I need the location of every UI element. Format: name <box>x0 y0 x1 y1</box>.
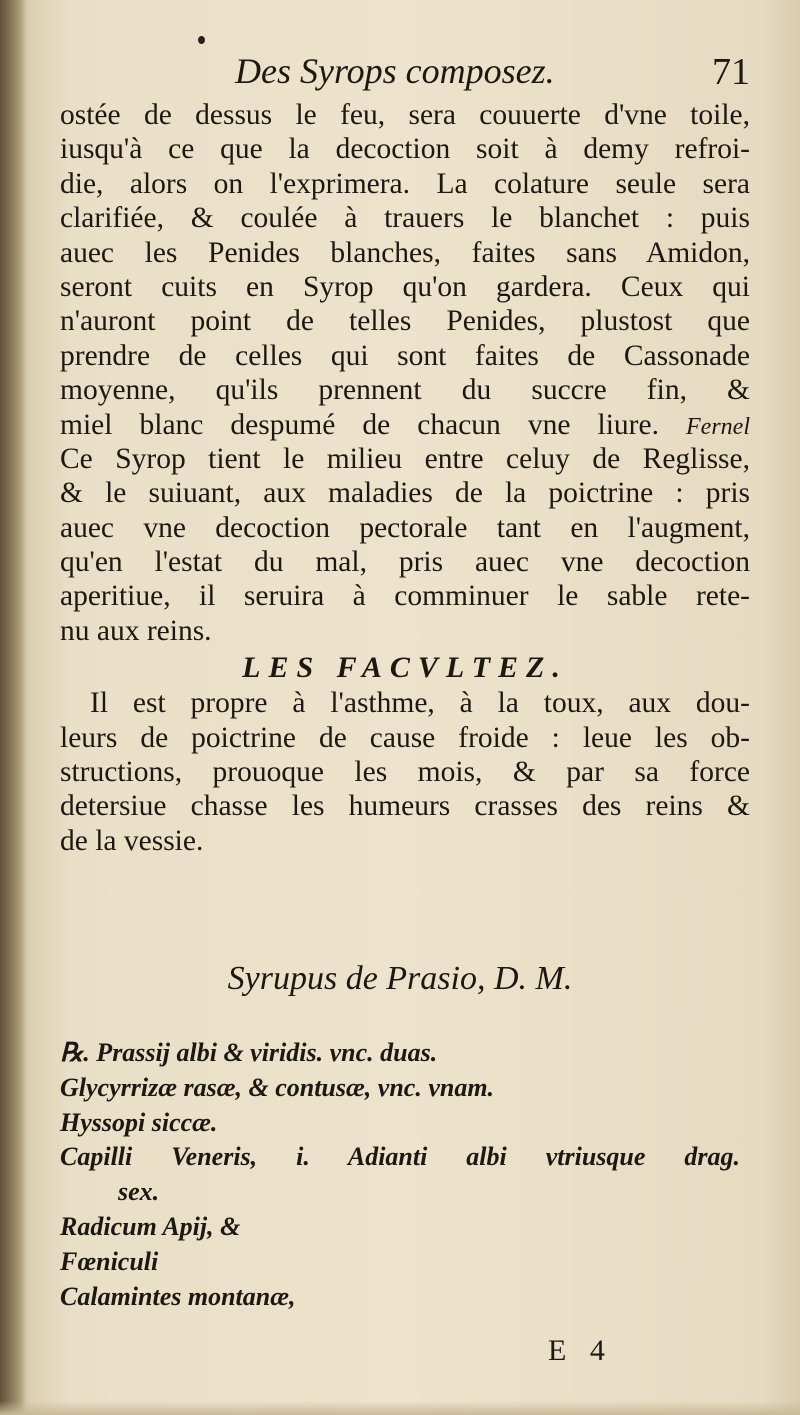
ingredient-line: ℞. Prassij albi & viridis. vnc. duas. <box>60 1038 438 1067</box>
text-line: qu'en l'estat du mal, pris auec vne decoction <box>60 546 750 579</box>
text-line: & le suiuant, aux maladies de la poictrine : pris <box>60 477 750 510</box>
text-line: nu aux reins. <box>60 614 212 647</box>
text-line <box>60 408 750 442</box>
text-line: aperitiue, il seruira à comminuer le sable rete- <box>60 580 750 613</box>
page-edge-shadow <box>0 1401 800 1415</box>
text-line: Ce Syrop tient le milieu entre celuy de Reglisse, <box>60 442 750 475</box>
text-line: ostée de dessus le feu, sera couuerte d'vne toile, <box>60 99 750 131</box>
text-line: n'auront point de telles Penides, plustost que <box>60 305 750 338</box>
text-line: structions, prouoque les mois, & par sa force <box>60 756 750 789</box>
page-header <box>60 50 750 100</box>
ingredient-line: Hyssopi siccæ. <box>60 1107 218 1137</box>
text-line: auec les Penides blanches, faites sans Amidon, <box>60 236 750 269</box>
ink-blot <box>198 36 205 44</box>
ingredient-line: sex. <box>118 1177 160 1207</box>
binding-gutter-shadow <box>0 0 26 1415</box>
ingredient-line: Capilli Veneris, i. Adianti albi vtriusque drag. <box>60 1142 740 1172</box>
signature-mark: E 4 <box>548 1334 613 1367</box>
text-line: detersiue chasse les humeurs crasses des reins & <box>60 790 750 823</box>
text-line: de la vessie. <box>60 824 204 857</box>
attribution: Fernel <box>686 413 750 440</box>
ingredient-line: Calamintes montanæ, <box>60 1281 296 1311</box>
ingredient-line: Fœniculi <box>60 1246 159 1276</box>
text-line: prendre de celles qui sont faites de Cassonade <box>60 339 750 372</box>
text-line: moyenne, qu'ils prennent du succre fin, & <box>60 374 750 407</box>
section-heading: LES FACVLTEZ. <box>242 651 568 685</box>
body-text <box>60 98 750 858</box>
text-line: Il est propre à l'asthme, à la toux, aux dou- <box>90 687 750 720</box>
ingredient-line: Glycyrrizæ rasæ, & contusæ, vnc. vnam. <box>60 1072 495 1102</box>
text-line: leurs de poictrine de cause froide : leue les ob- <box>60 721 750 754</box>
text-line: clarifiée, & coulée à trauers le blanchet : puis <box>60 202 750 235</box>
page-number: 71 <box>712 51 750 93</box>
recipe-ingredients <box>60 1036 740 1314</box>
text-line-content: miel blanc despumé de chacun vne liure. <box>60 408 659 441</box>
text-line: seront cuits en Syrop qu'on gardera. Ceux qui <box>60 270 750 303</box>
running-head: Des Syrops composez. <box>235 51 555 91</box>
text-line: auec vne decoction pectorale tant en l'augment, <box>60 511 750 544</box>
text-line: iusqu'à ce que la decoction soit à demy refroi- <box>60 133 750 166</box>
recipe-title: Syrupus de Prasio, D. M. <box>227 960 573 997</box>
text-line: die, alors on l'exprimera. La colature seule sera <box>60 167 750 200</box>
ingredient-line: Radicum Apij, & <box>60 1211 241 1241</box>
